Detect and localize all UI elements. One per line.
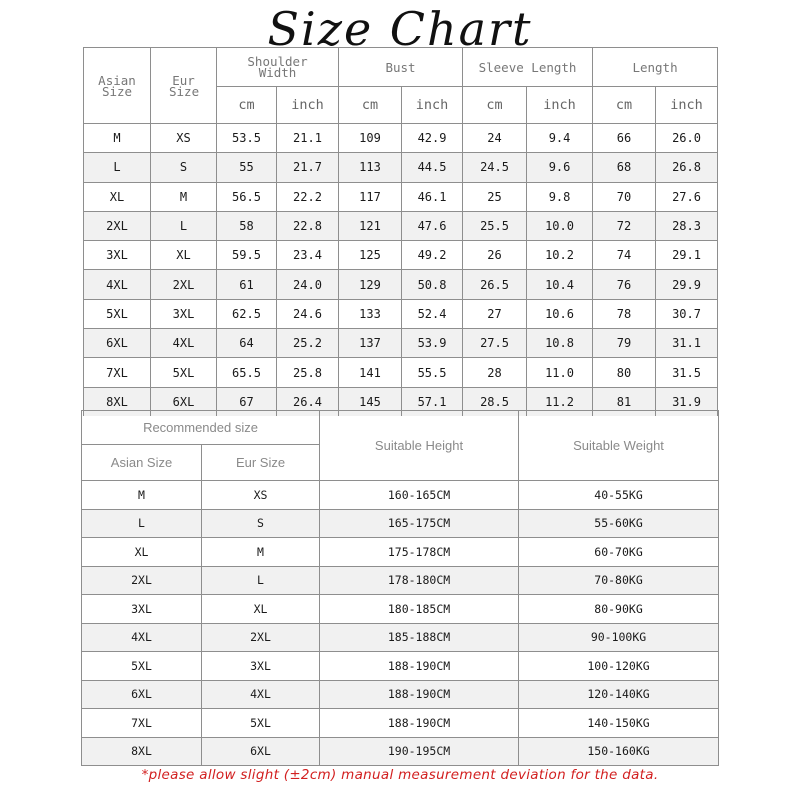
cell-sleeve-cm: 25.5 xyxy=(463,211,527,240)
table-row xyxy=(84,124,718,153)
cell-eur-size: XL xyxy=(151,241,217,270)
cell-eur-size: 6XL xyxy=(151,387,217,416)
cell-length-cm: 72 xyxy=(593,211,656,240)
cell-suitable-height: 188-190CM xyxy=(320,709,519,738)
cell-length-cm: 81 xyxy=(593,387,656,416)
table-row xyxy=(82,481,719,510)
cell-asian-size: L xyxy=(82,509,202,538)
cell-shoulder-cm: 58 xyxy=(217,211,277,240)
table-row xyxy=(82,652,719,681)
cell-shoulder-inch: 25.2 xyxy=(277,329,339,358)
cell-length-inch: 31.5 xyxy=(656,358,718,387)
cell-sleeve-cm: 27 xyxy=(463,299,527,328)
cell-shoulder-cm: 62.5 xyxy=(217,299,277,328)
cell-suitable-weight: 90-100KG xyxy=(519,623,719,652)
cell-suitable-weight: 80-90KG xyxy=(519,595,719,624)
cell-eur-size: 4XL xyxy=(202,680,320,709)
measurement-table-body xyxy=(84,124,718,417)
cell-suitable-height: 178-180CM xyxy=(320,566,519,595)
cell-sleeve-inch: 10.6 xyxy=(527,299,593,328)
cell-shoulder-inch: 21.1 xyxy=(277,124,339,153)
cell-asian-size: 3XL xyxy=(82,595,202,624)
cell-bust-cm: 137 xyxy=(339,329,402,358)
cell-sleeve-inch: 10.8 xyxy=(527,329,593,358)
cell-eur-size: XS xyxy=(202,481,320,510)
cell-eur-size: 2XL xyxy=(202,623,320,652)
header-suitable-height: Suitable Height xyxy=(320,411,519,481)
cell-length-cm: 80 xyxy=(593,358,656,387)
table-row xyxy=(82,566,719,595)
cell-length-cm: 76 xyxy=(593,270,656,299)
cell-sleeve-cm: 27.5 xyxy=(463,329,527,358)
cell-sleeve-cm: 28 xyxy=(463,358,527,387)
recommendation-table xyxy=(81,410,719,766)
cell-length-cm: 66 xyxy=(593,124,656,153)
cell-suitable-height: 160-165CM xyxy=(320,481,519,510)
cell-eur-size: M xyxy=(151,182,217,211)
table-row xyxy=(82,595,719,624)
cell-length-inch: 28.3 xyxy=(656,211,718,240)
cell-bust-inch: 47.6 xyxy=(402,211,463,240)
cell-bust-inch: 57.1 xyxy=(402,387,463,416)
cell-eur-size: 4XL xyxy=(151,329,217,358)
table-row xyxy=(82,538,719,567)
cell-suitable-height: 190-195CM xyxy=(320,737,519,766)
cell-shoulder-inch: 26.4 xyxy=(277,387,339,416)
cell-suitable-height: 188-190CM xyxy=(320,652,519,681)
table-row xyxy=(84,153,718,182)
cell-bust-cm: 133 xyxy=(339,299,402,328)
cell-sleeve-cm: 25 xyxy=(463,182,527,211)
cell-sleeve-cm: 24.5 xyxy=(463,153,527,182)
cell-suitable-weight: 40-55KG xyxy=(519,481,719,510)
cell-suitable-height: 185-188CM xyxy=(320,623,519,652)
cell-sleeve-cm: 28.5 xyxy=(463,387,527,416)
cell-shoulder-cm: 56.5 xyxy=(217,182,277,211)
header-length: Length xyxy=(593,48,718,87)
cell-asian-size: 2XL xyxy=(84,211,151,240)
unit-cm: cm xyxy=(339,87,402,124)
cell-shoulder-cm: 65.5 xyxy=(217,358,277,387)
cell-sleeve-cm: 24 xyxy=(463,124,527,153)
cell-bust-inch: 46.1 xyxy=(402,182,463,211)
cell-bust-inch: 53.9 xyxy=(402,329,463,358)
header-bust: Bust xyxy=(339,48,463,87)
cell-bust-inch: 49.2 xyxy=(402,241,463,270)
header-sleeve-length: Sleeve Length xyxy=(463,48,593,87)
cell-bust-inch: 42.9 xyxy=(402,124,463,153)
cell-length-inch: 29.9 xyxy=(656,270,718,299)
cell-bust-inch: 52.4 xyxy=(402,299,463,328)
cell-length-cm: 68 xyxy=(593,153,656,182)
cell-length-cm: 70 xyxy=(593,182,656,211)
cell-bust-inch: 44.5 xyxy=(402,153,463,182)
cell-bust-cm: 113 xyxy=(339,153,402,182)
cell-length-inch: 31.9 xyxy=(656,387,718,416)
cell-asian-size: 4XL xyxy=(84,270,151,299)
cell-shoulder-inch: 22.8 xyxy=(277,211,339,240)
cell-length-inch: 30.7 xyxy=(656,299,718,328)
cell-suitable-weight: 55-60KG xyxy=(519,509,719,538)
cell-shoulder-cm: 53.5 xyxy=(217,124,277,153)
cell-shoulder-cm: 55 xyxy=(217,153,277,182)
measurement-footnote: *please allow slight (±2cm) manual measurement deviation for the data. xyxy=(141,767,659,783)
cell-asian-size: 2XL xyxy=(82,566,202,595)
header-shoulder-width: Shoulder Width xyxy=(217,48,339,87)
cell-sleeve-inch: 11.0 xyxy=(527,358,593,387)
cell-eur-size: 5XL xyxy=(202,709,320,738)
cell-sleeve-inch: 9.4 xyxy=(527,124,593,153)
cell-length-cm: 74 xyxy=(593,241,656,270)
unit-inch: inch xyxy=(277,87,339,124)
cell-asian-size: 8XL xyxy=(84,387,151,416)
cell-asian-size: 6XL xyxy=(82,680,202,709)
cell-eur-size: XL xyxy=(202,595,320,624)
cell-eur-size: S xyxy=(151,153,217,182)
cell-suitable-weight: 150-160KG xyxy=(519,737,719,766)
unit-inch: inch xyxy=(656,87,718,124)
cell-suitable-weight: 100-120KG xyxy=(519,652,719,681)
cell-asian-size: 4XL xyxy=(82,623,202,652)
cell-asian-size: 5XL xyxy=(82,652,202,681)
cell-asian-size: XL xyxy=(84,182,151,211)
cell-eur-size: L xyxy=(202,566,320,595)
cell-shoulder-cm: 67 xyxy=(217,387,277,416)
cell-eur-size: 5XL xyxy=(151,358,217,387)
header-recommended-size: Recommended size xyxy=(82,411,320,445)
cell-asian-size: 5XL xyxy=(84,299,151,328)
cell-suitable-weight: 60-70KG xyxy=(519,538,719,567)
cell-shoulder-inch: 24.6 xyxy=(277,299,339,328)
cell-shoulder-cm: 61 xyxy=(217,270,277,299)
cell-length-cm: 79 xyxy=(593,329,656,358)
cell-bust-inch: 55.5 xyxy=(402,358,463,387)
cell-suitable-height: 165-175CM xyxy=(320,509,519,538)
cell-sleeve-cm: 26.5 xyxy=(463,270,527,299)
table-row xyxy=(84,241,718,270)
cell-bust-cm: 129 xyxy=(339,270,402,299)
table-row xyxy=(84,299,718,328)
cell-eur-size: L xyxy=(151,211,217,240)
cell-eur-size: XS xyxy=(151,124,217,153)
cell-bust-cm: 117 xyxy=(339,182,402,211)
table-row xyxy=(84,211,718,240)
cell-asian-size: 7XL xyxy=(82,709,202,738)
cell-length-cm: 78 xyxy=(593,299,656,328)
cell-bust-cm: 125 xyxy=(339,241,402,270)
table-row xyxy=(84,182,718,211)
cell-shoulder-inch: 21.7 xyxy=(277,153,339,182)
table-row xyxy=(82,737,719,766)
cell-bust-cm: 141 xyxy=(339,358,402,387)
cell-eur-size: 3XL xyxy=(202,652,320,681)
cell-sleeve-inch: 10.0 xyxy=(527,211,593,240)
cell-eur-size: 3XL xyxy=(151,299,217,328)
cell-length-inch: 29.1 xyxy=(656,241,718,270)
table-row xyxy=(84,329,718,358)
table-row xyxy=(84,358,718,387)
recommendation-table-body xyxy=(82,481,719,766)
cell-asian-size: 6XL xyxy=(84,329,151,358)
cell-shoulder-inch: 23.4 xyxy=(277,241,339,270)
cell-length-inch: 26.8 xyxy=(656,153,718,182)
cell-bust-inch: 50.8 xyxy=(402,270,463,299)
cell-asian-size: M xyxy=(82,481,202,510)
cell-suitable-weight: 70-80KG xyxy=(519,566,719,595)
cell-sleeve-inch: 10.4 xyxy=(527,270,593,299)
table-row xyxy=(84,270,718,299)
cell-suitable-height: 175-178CM xyxy=(320,538,519,567)
cell-sleeve-cm: 26 xyxy=(463,241,527,270)
cell-asian-size: 3XL xyxy=(84,241,151,270)
cell-length-inch: 31.1 xyxy=(656,329,718,358)
unit-cm: cm xyxy=(463,87,527,124)
cell-asian-size: 7XL xyxy=(84,358,151,387)
cell-bust-cm: 121 xyxy=(339,211,402,240)
cell-shoulder-inch: 22.2 xyxy=(277,182,339,211)
cell-suitable-weight: 140-150KG xyxy=(519,709,719,738)
unit-inch: inch xyxy=(527,87,593,124)
header-eur-size: Eur Size xyxy=(151,48,217,124)
cell-eur-size: 6XL xyxy=(202,737,320,766)
measurement-table xyxy=(83,47,718,416)
cell-shoulder-cm: 59.5 xyxy=(217,241,277,270)
cell-eur-size: 2XL xyxy=(151,270,217,299)
table-row xyxy=(82,623,719,652)
header-suitable-weight: Suitable Weight xyxy=(519,411,719,481)
table-row xyxy=(82,509,719,538)
cell-sleeve-inch: 10.2 xyxy=(527,241,593,270)
cell-shoulder-inch: 24.0 xyxy=(277,270,339,299)
cell-length-inch: 27.6 xyxy=(656,182,718,211)
cell-asian-size: M xyxy=(84,124,151,153)
cell-sleeve-inch: 9.6 xyxy=(527,153,593,182)
cell-suitable-weight: 120-140KG xyxy=(519,680,719,709)
cell-length-inch: 26.0 xyxy=(656,124,718,153)
cell-asian-size: L xyxy=(84,153,151,182)
unit-cm: cm xyxy=(217,87,277,124)
cell-sleeve-inch: 9.8 xyxy=(527,182,593,211)
cell-eur-size: M xyxy=(202,538,320,567)
cell-sleeve-inch: 11.2 xyxy=(527,387,593,416)
table-row xyxy=(82,680,719,709)
cell-shoulder-inch: 25.8 xyxy=(277,358,339,387)
header-asian-size: Asian Size xyxy=(82,445,202,481)
cell-shoulder-cm: 64 xyxy=(217,329,277,358)
cell-suitable-height: 188-190CM xyxy=(320,680,519,709)
header-eur-size: Eur Size xyxy=(202,445,320,481)
page-title: Size Chart xyxy=(267,2,533,56)
cell-bust-cm: 109 xyxy=(339,124,402,153)
cell-asian-size: XL xyxy=(82,538,202,567)
cell-eur-size: S xyxy=(202,509,320,538)
table-row xyxy=(82,709,719,738)
unit-inch: inch xyxy=(402,87,463,124)
cell-asian-size: 8XL xyxy=(82,737,202,766)
cell-bust-cm: 145 xyxy=(339,387,402,416)
header-asian-size: Asian Size xyxy=(84,48,151,124)
unit-cm: cm xyxy=(593,87,656,124)
cell-suitable-height: 180-185CM xyxy=(320,595,519,624)
